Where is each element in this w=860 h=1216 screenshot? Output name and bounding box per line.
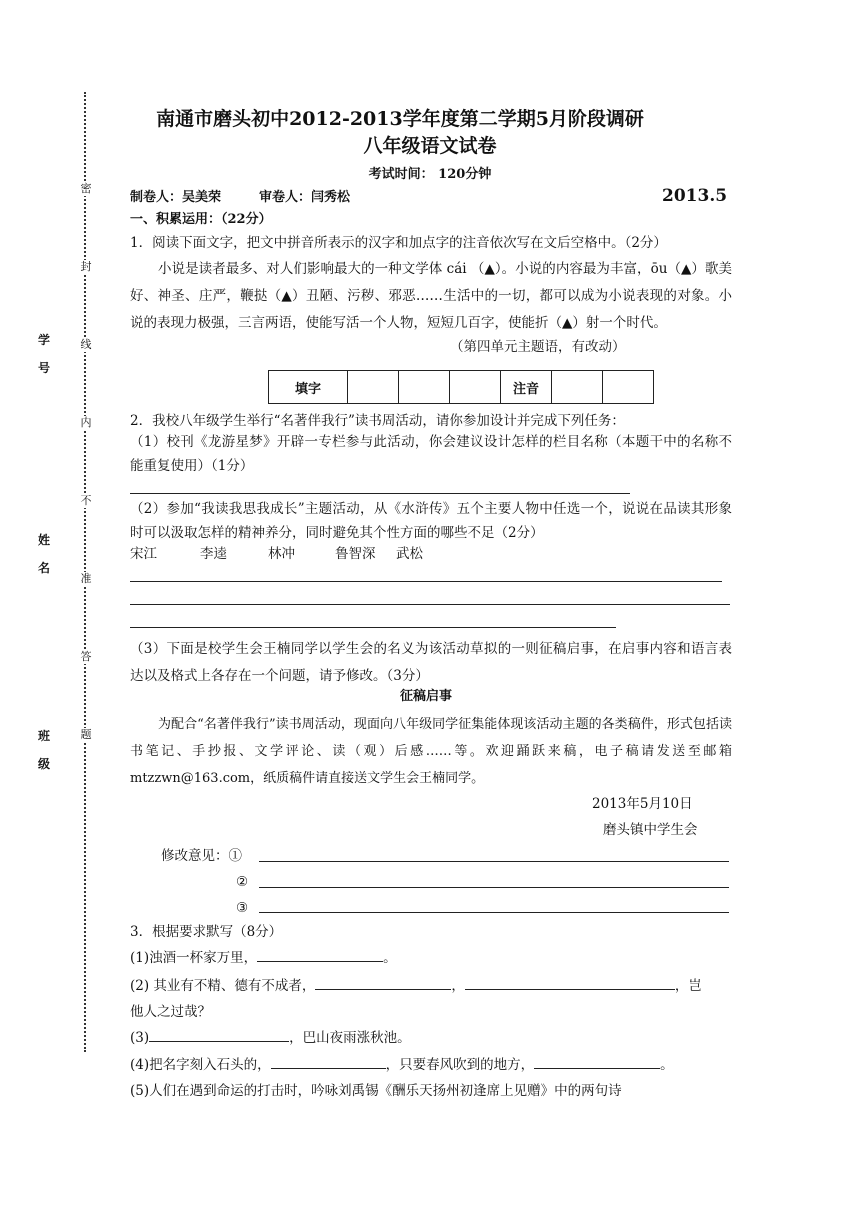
q1-intro: 1．阅读下面文字，把文中拼音所表示的汉字和加点字的注音依次写在文后空格中。（2分） <box>130 235 667 251</box>
answer-line[interactable] <box>130 604 730 605</box>
dictation-text: ， <box>451 978 465 994</box>
answer-line[interactable] <box>130 581 722 582</box>
dictation-blank[interactable] <box>149 1027 289 1042</box>
q1-source: （第四单元主题语，有改动） <box>450 339 626 355</box>
margin-char: 封 <box>80 260 92 273</box>
reviewer: 审卷人：闫秀松 <box>259 190 351 205</box>
answer-cell[interactable] <box>399 371 450 404</box>
dictation-text: (3) <box>130 1030 150 1046</box>
pinyin-label: 注音 <box>501 371 552 404</box>
exam-subtitle: 八年级语文试卷 <box>363 135 497 157</box>
revise-label: 修改意见：① <box>161 848 242 864</box>
margin-char: 准 <box>80 572 92 585</box>
answer-cell[interactable] <box>348 371 399 404</box>
character-name: 鲁智深 <box>335 546 376 562</box>
answer-line[interactable] <box>130 627 616 628</box>
section1-heading: 一、积累运用：（22分） <box>130 212 272 227</box>
answer-table <box>268 370 654 404</box>
answer-cell[interactable] <box>603 371 654 404</box>
dictation-1 <box>130 947 397 969</box>
revise-line-2[interactable] <box>259 887 729 888</box>
revise-line-1[interactable] <box>259 861 729 862</box>
dictation-blank[interactable] <box>271 1054 386 1069</box>
exam-date: 2013.5 <box>662 186 728 206</box>
dictation-blank[interactable] <box>465 975 675 990</box>
margin-char: 答 <box>80 650 92 663</box>
dictation-3 <box>130 1027 411 1049</box>
q3-intro: 3．根据要求默写（8分） <box>130 924 283 940</box>
fill-label: 填字 <box>269 371 348 404</box>
answer-cell[interactable] <box>552 371 603 404</box>
q2-intro: 2．我校八年级学生举行“名著伴我行”读书周活动，请你参加设计并完成下列任务： <box>130 413 625 429</box>
dictation-5: (5)人们在遇到命运的打击时，吟咏刘禹锡《酬乐天扬州初逢席上见赠》中的两句诗 <box>130 1083 622 1099</box>
dictation-text: ，岂 <box>674 978 702 994</box>
q2-sub3: （3）下面是校学生会王楠同学以学生会的名义为该活动草拟的一则征稿启事，在启事内容和语言表达以及格式上各存在一个问题，请予修改。（3分） <box>130 641 732 684</box>
answer-cell[interactable] <box>450 371 501 404</box>
character-name: 林冲 <box>268 546 295 562</box>
margin-char: 密 <box>80 182 92 195</box>
dictation-text: (4)把名字刻入石头的， <box>130 1057 271 1073</box>
dictation-text: ，巴山夜雨涨秋池。 <box>289 1030 411 1046</box>
dictation-text: 。 <box>383 950 397 966</box>
dictation-4 <box>130 1054 674 1076</box>
notice-body: 为配合“名著伴我行”读书周活动，现面向八年级同学征集能体现该活动主题的各类稿件，形式包括读书笔记、手抄报、文学评论、读（观）后感……等。欢迎踊跃来稿，电子稿请发送至邮箱mtzzwn@163.com，纸质稿件请直接送文学生会王楠同学。 <box>130 717 732 786</box>
class-label: 班 级 <box>37 729 50 771</box>
dictation-text: (1)浊酒一杯家万里， <box>130 950 258 966</box>
revise-line-3[interactable] <box>259 912 729 913</box>
dictation-2 <box>130 975 702 997</box>
revise-marker-3: ③ <box>236 900 249 916</box>
q1-passage: 小说是读者最多、对人们影响最大的一种文学体 cái （▲）。小说的内容最为丰富，ōu（▲）歌美好、神圣、庄严，鞭挞（▲）丑陋、污秽、邪恶……生活中的一切，都可以成为小说表现的对象。小说的表现力极强，三言两语，使能写活一个人物，短短几百字，使能折（▲）射一个时代。 <box>130 261 732 331</box>
dictation-text: (2) 其业有不精、德有不成者， <box>130 978 316 994</box>
student-id-label: 学 号 <box>37 333 50 375</box>
name-label: 姓 名 <box>37 533 50 575</box>
notice-org: 磨头镇中学生会 <box>603 822 698 838</box>
exam-title: 南通市磨头初中2012-2013学年度第二学期5月阶段调研 <box>156 108 644 130</box>
dictation-blank[interactable] <box>315 975 451 990</box>
margin-char: 题 <box>80 728 92 741</box>
margin-char: 线 <box>80 338 92 351</box>
character-name: 武松 <box>396 546 423 562</box>
character-name: 李逵 <box>200 546 227 562</box>
notice-date: 2013年5月10日 <box>592 796 693 812</box>
dictation-blank[interactable] <box>257 947 383 962</box>
author: 制卷人：吴美荣 <box>130 190 222 205</box>
answer-line[interactable] <box>130 493 630 494</box>
dictation-blank[interactable] <box>534 1054 660 1069</box>
dictation-2-cont: 他人之过哉？ <box>130 1004 211 1020</box>
character-name: 宋江 <box>130 546 157 562</box>
margin-char: 不 <box>80 494 92 507</box>
margin-char: 内 <box>80 416 92 429</box>
q2-sub2: （2）参加“我读我思我成长”主题活动，从《水浒传》五个主要人物中任选一个，说说在品读其形象时可以汲取怎样的精神养分，同时避免其个性方面的哪些不足（2分） <box>130 501 732 541</box>
q2-sub1: （1）校刊《龙游星梦》开辟一专栏参与此活动，你会建议设计怎样的栏目名称（本题干中的名称不能重复使用）（1分） <box>130 434 732 474</box>
dictation-text: ，只要春风吹到的地方， <box>385 1057 535 1073</box>
exam-time: 考试时间： 120分钟 <box>368 167 492 182</box>
dictation-text: 。 <box>660 1057 674 1073</box>
revise-marker-2: ② <box>236 874 249 890</box>
notice-title: 征稿启事 <box>400 689 453 704</box>
